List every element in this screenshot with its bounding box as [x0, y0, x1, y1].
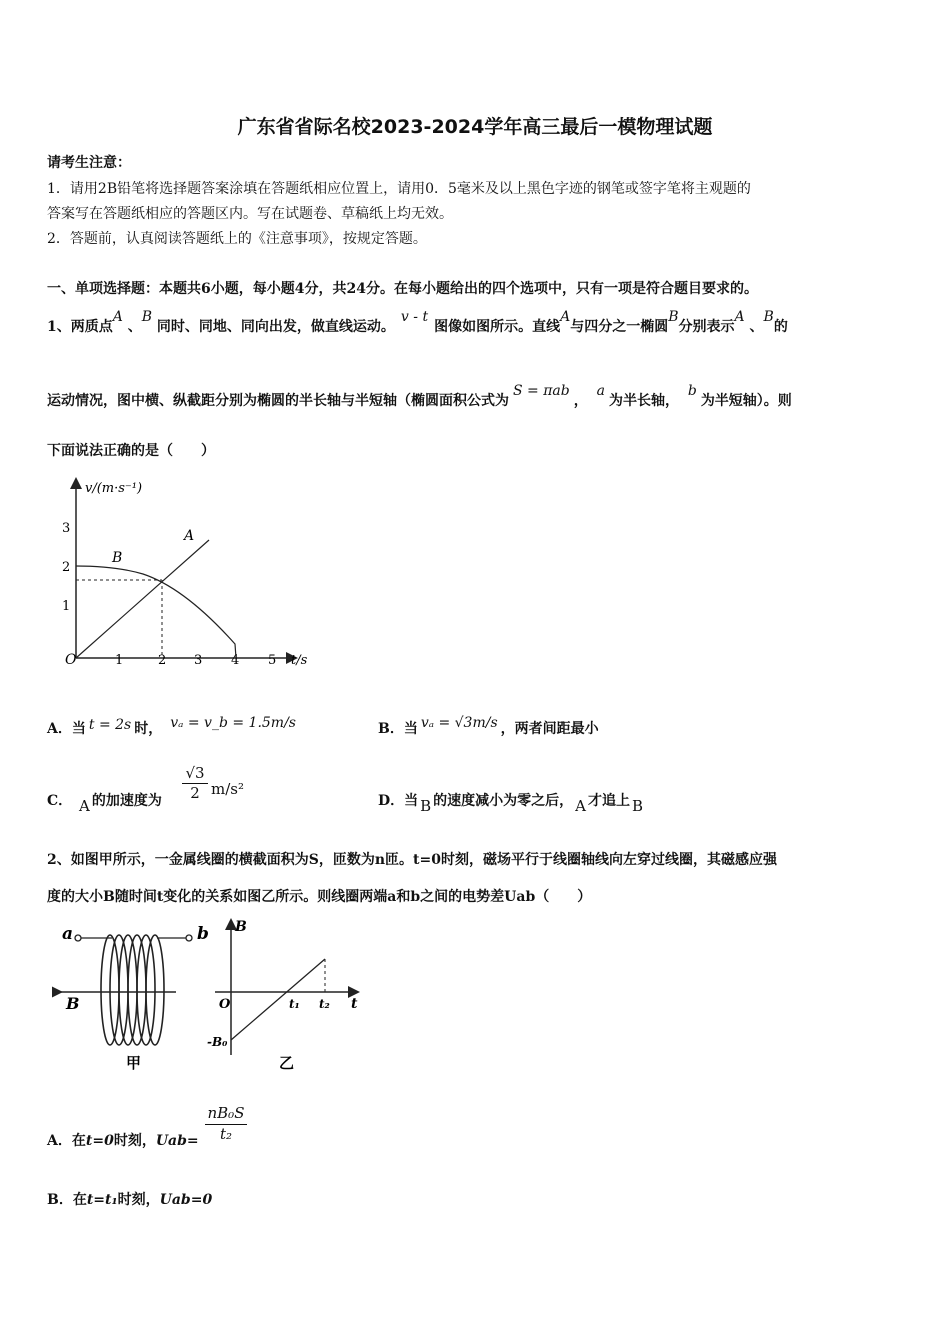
q1-vt-graph [55, 470, 325, 675]
q1-text-6: 的 [773, 319, 788, 335]
q1-text-5: 分别表示 [678, 319, 735, 335]
q1-graph-xtick-5: 5 [268, 653, 277, 668]
q2-graph-xlabel: t [351, 996, 358, 1012]
q1-option-C[interactable] [47, 790, 162, 815]
q1-var-B2: B [668, 309, 679, 325]
q1-graph-line-A [76, 540, 209, 658]
notice-item-1a: 1．请用2B铅笔将选择题答案涂填在答题纸相应位置上，请用0．5毫米及以上黑色字迹的钢笔或签字笔将主观题的 [47, 181, 751, 197]
q1-text-4: 与四分之一椭圆 [570, 319, 669, 335]
q1-vt-symbol: v - t [400, 309, 429, 325]
q1-optB-prefix: B．当 [378, 721, 418, 737]
q1-var-a: a [596, 383, 605, 399]
q1-text-2: 同时、同地、同向出发，做直线运动。 [156, 319, 395, 335]
q1-graph-ytick-2: 2 [62, 560, 71, 575]
q1-line-1 [47, 309, 788, 336]
q2-coil-figure [52, 915, 212, 1080]
q1-line-2d: 为半短轴）。则 [700, 393, 792, 409]
notice-heading: 请考生注意： [47, 155, 131, 171]
q1-optC-den: 2 [190, 784, 200, 802]
q1-text-3: 图像如图所示。直线 [434, 319, 561, 335]
q1-optC-prefix: C． [47, 793, 73, 809]
q1-graph-label-A: A [184, 528, 195, 544]
q2-optA-fraction [205, 1104, 247, 1143]
q1-graph-ytick-3: 3 [62, 521, 71, 536]
q1-optC-mid: 的加速度为 [91, 793, 162, 809]
q1-line-2 [47, 383, 792, 410]
q1-optA-prefix: A．当 [47, 721, 86, 737]
q2-coil-turns [101, 935, 164, 1045]
q2-graph-origin: O [219, 997, 231, 1012]
q1-optC-A: A [79, 797, 90, 815]
q1-graph-label-B: B [112, 550, 123, 566]
q2-line-2: 度的大小B随时间t变化的关系如图乙所示。则线圈两端a和b之间的电势差Uab（ ） [47, 889, 592, 905]
q1-graph-ylabel: v/(m·s⁻¹) [85, 481, 143, 496]
q1-optA-mid: 时， [134, 721, 163, 737]
notice-item-2: 2．答题前，认真阅读答题纸上的《注意事项》，按规定答题。 [47, 231, 427, 247]
q1-var-A3: A [734, 309, 745, 325]
q1-optA-time: t = 2s [88, 717, 132, 733]
q2-graph-ylabel: B [235, 919, 247, 935]
q1-text-1: 1、两质点 [47, 319, 113, 335]
q2-fig-caption-jia: 甲 [126, 1054, 142, 1072]
q2-optB-U: Uab=0 [159, 1192, 213, 1208]
q2-optA-den: t₂ [219, 1125, 233, 1143]
q2-optA-mid: 时刻， [113, 1133, 156, 1149]
q1-optA-eq: vₐ = v_b = 1.5m/s [170, 715, 296, 731]
q1-graph-xtick-4: 4 [231, 653, 240, 668]
q1-graph-ytick-1: 1 [62, 599, 71, 614]
q1-optC-fraction [182, 764, 208, 802]
page-title: 广东省省际名校2023-2024学年高三最后一模物理试题 [237, 116, 713, 138]
q1-var-b: b [687, 383, 697, 399]
q1-optD-mid: 的速度减小为零之后， [433, 793, 574, 809]
q1-line-2b: ， [573, 393, 588, 409]
q1-optD-prefix: D．当 [378, 793, 419, 809]
q2-option-B[interactable] [47, 1189, 212, 1209]
q1-graph-xtick-3: 3 [194, 653, 203, 668]
q1-optD-B2: B [632, 797, 644, 815]
q1-optC-num: √3 [182, 764, 208, 784]
q1-optB-eq: vₐ = √3m/s [420, 715, 498, 731]
q1-var-B: B [141, 309, 153, 325]
q2-graph-t2: t₂ [319, 997, 330, 1011]
q2-optB-time: t=t₁ [86, 1192, 118, 1208]
q2-field-label: B [66, 994, 80, 1013]
q2-bt-graph [205, 915, 365, 1080]
q1-optD-B: B [420, 797, 432, 815]
q1-line-2a: 运动情况，图中横、纵截距分别为椭圆的半长轴与半短轴（椭圆面积公式为 [47, 393, 509, 409]
q2-optA-U: Uab= [155, 1133, 199, 1149]
q2-optA-time: t=0 [85, 1133, 114, 1149]
q1-graph-xlabel: t/s [291, 653, 308, 668]
q1-var-A2: A [560, 309, 571, 325]
q1-option-B[interactable] [378, 715, 599, 738]
notice-item-1b: 答案写在答题纸相应的答题区内。写在试题卷、草稿纸上均无效。 [47, 206, 453, 222]
q1-sep-1: 、 [127, 319, 142, 335]
q1-line-2c: 为半长轴， [608, 393, 679, 409]
q2-coil-label-b: b [197, 924, 209, 944]
q1-option-A[interactable] [47, 715, 296, 738]
q2-graph-t1: t₁ [289, 997, 300, 1011]
q2-line-1: 2、如图甲所示，一金属线圈的横截面积为S，匝数为n匝。t=0时刻，磁场平行于线圈轴线向左穿过线圈，其磁感应强 [47, 852, 777, 868]
q2-graph-B0: -B₀ [207, 1035, 228, 1049]
q1-optD-A: A [575, 797, 587, 815]
q1-graph-xtick-1: 1 [115, 653, 124, 668]
q1-var-A: A [112, 309, 123, 325]
q1-sep-2: 、 [749, 319, 764, 335]
q2-optB-mid: 时刻， [117, 1192, 160, 1208]
q1-line-3: 下面说法正确的是（ ） [47, 443, 215, 459]
q1-optD-mid2: 才追上 [588, 793, 631, 809]
q2-option-A[interactable] [47, 1130, 199, 1150]
q2-coil-terminal-b [186, 935, 192, 941]
q2-optB-prefix: B．在 [47, 1192, 87, 1208]
q1-optB-suffix: ，两者间距最小 [500, 721, 599, 737]
q2-optA-prefix: A．在 [47, 1133, 86, 1149]
q1-optC-unit: m/s² [211, 780, 244, 798]
q2-optA-num: nB₀S [205, 1104, 247, 1125]
q2-coil-terminal-a [75, 935, 81, 941]
q1-graph-xtick-2: 2 [158, 653, 167, 668]
section-1-header: 一、单项选择题：本题共6小题，每小题4分，共24分。在每小题给出的四个选项中，只有一项是符合题目要求的。 [47, 281, 758, 297]
q2-fig-caption-yi: 乙 [279, 1054, 295, 1072]
q2-graph-line [231, 959, 325, 1040]
q2-coil-label-a: a [62, 924, 74, 944]
q1-option-D[interactable] [378, 790, 644, 815]
q1-graph-origin: O [65, 652, 77, 668]
q1-area-formula: S = πab [513, 383, 570, 399]
q1-var-B3: B [763, 309, 774, 325]
